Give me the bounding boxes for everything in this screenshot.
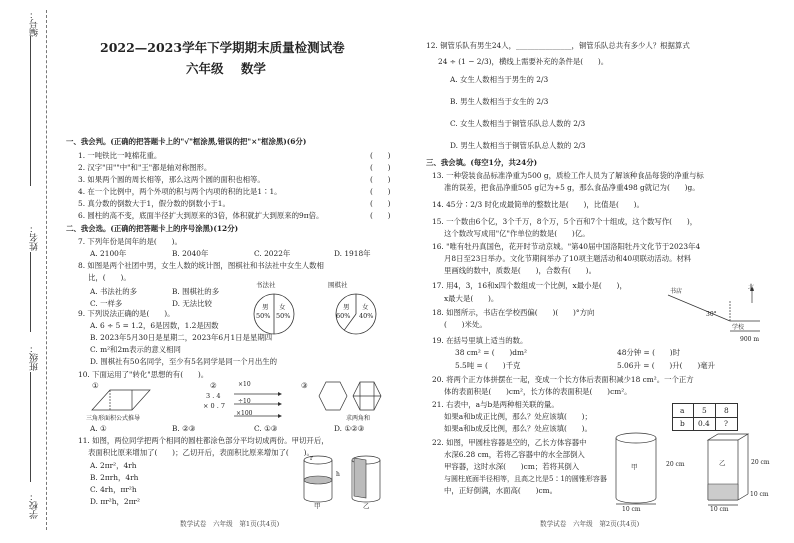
q2-text: 2. 汉字"田""中"和"王"都是轴对称图形。 — [78, 163, 212, 172]
q10-label-3: ③ — [301, 381, 308, 390]
q10-math-r1: 3 . 4 — [206, 392, 221, 400]
q6-answer-paren: ( ) — [370, 211, 391, 220]
section2-heading: 二、我会选。(正确的把答题卡上的序号涂黑)(12分) — [66, 224, 239, 233]
q11-option-b: B. 2πrh，4rh — [90, 473, 139, 482]
q11-label-a: 甲 — [314, 502, 321, 510]
class-label: 班级： — [30, 344, 40, 371]
q21-cell-a: a — [680, 406, 685, 415]
q4-answer-paren: ( ) — [370, 187, 391, 196]
q10-label-1: ① — [92, 381, 99, 390]
q10-arrow-a2: ÷10 — [238, 398, 251, 405]
q8-option-d: D. 无法比较 — [172, 299, 212, 308]
q9-option-c: C. m²和2m表示的意义相同 — [90, 345, 181, 354]
pie1-pct-a: 50% — [256, 312, 271, 320]
q15-text-cont: 这个数改写成用"亿"作单位的数是( )亿。 — [444, 229, 590, 238]
q13-text: 13. 一种袋装食品标准净重为500 g，质检工作人员为了解该种食品每袋的净重与标 — [432, 171, 704, 180]
q19-item-2: 48分钟 = ( )时 — [617, 348, 681, 357]
q18-north-label: 北 — [748, 284, 755, 291]
pie1-pct-b: 50% — [276, 312, 291, 320]
q21-text-cont: 如果a和b成正比例，那么？处应该填( )； — [444, 412, 592, 421]
q4-text: 4. 在一个比例中，两个外项的积与两个内项的积的比是1∶1。 — [78, 187, 282, 196]
q19-item-1: 38 cm² = ( )dm² — [455, 348, 528, 357]
section3-heading: 三、我会填。(每空1分，共24分) — [426, 158, 538, 167]
q18-angle-label: 30° — [706, 311, 717, 318]
q8-option-a: A. 书法社的多 — [90, 287, 137, 296]
q21-table — [672, 403, 738, 431]
q10-option-b: B. ②③ — [172, 424, 196, 433]
q19-item-3: 5.5吨 = ( )千克 — [455, 361, 521, 370]
exam-title: 2022—2023学年下学期期末质量检测试卷 — [100, 40, 345, 55]
q10-arrow-a1: ×10 — [238, 381, 251, 388]
q9-text: 9. 下列说法正确的是( )。 — [78, 309, 175, 318]
q5-text: 5. 真分数的倒数大于1，假分数的倒数小于1。 — [78, 199, 230, 208]
q12-option-d: D. 男生人数相当于铜管乐队总人数的 2/3 — [450, 141, 586, 150]
q10-option-a: A. ① — [90, 424, 107, 433]
q14-text: 14. 45分∶2/3 时化成最简单的整数比是( )，比值是( )。 — [432, 200, 644, 209]
q7-option-d: D. 1918年 — [334, 249, 371, 258]
number-label: 编号： — [30, 10, 40, 37]
q11-option-d: D. πr²h，2πr² — [90, 497, 140, 506]
q9-option-a: A. 6 ÷ 5 = 1.2，6是因数，1.2是因数 — [90, 321, 219, 330]
pie2-pct-b: 40% — [359, 312, 374, 320]
pie1-label-b: 女 — [279, 303, 286, 311]
q19-item-4: 5.06升 = ( )升( )毫升 — [617, 361, 716, 370]
q12-option-b: B. 男生人数相当于女生的 2/3 — [450, 97, 549, 106]
q7-text: 7. 下列年份是闰年的是( )。 — [78, 237, 182, 246]
q21-text: 21. 右表中，a与b是两种相关联的量。 — [432, 400, 559, 409]
q3-answer-paren: ( ) — [370, 175, 391, 184]
q22-label-a: 甲 — [631, 463, 638, 471]
q21-cell-a2: 8 — [724, 406, 729, 415]
q11-label-h: h — [336, 471, 340, 478]
q10-option-c: C. ①③ — [254, 424, 278, 433]
q20-text-cont: 体的表面积是( )cm²，长方体的表面积是( )cm²。 — [444, 387, 632, 396]
q10-text: 10. 下面运用了"转化"思想的有( )。 — [78, 370, 209, 379]
q22-text-cont4: 中，正好倒满，水面高( )cm。 — [444, 486, 557, 495]
class-blank — [30, 372, 31, 482]
q11-label-b: 乙 — [363, 502, 370, 510]
q11-text: 11. 如图，两位同学把两个相同的圆柱都涂色部分平均切成两份。甲切开后， — [78, 436, 329, 445]
q18-school-label: 学校 — [732, 324, 745, 331]
q22-text-cont: 水深6.28 cm，若将乙容器中的水全部倒入 — [444, 450, 585, 459]
q16-text: 16. "唯有牡丹真国色，花开时节动京城。"第40届中国洛阳牡丹文化节于2023年4 — [432, 242, 701, 251]
q21-cell-b1: 0.4 — [698, 419, 710, 428]
page-footer-left: 数学试卷 六年级 第1页(共4页) — [180, 520, 280, 528]
q8-option-c: C. 一样多 — [90, 299, 123, 308]
q12-text: 12. 铜管乐队有男生24人，_______________，铜管乐队总共有多少人？根据算式 — [426, 41, 690, 50]
school-label: 学校： — [30, 492, 40, 519]
q11-option-c: C. 4rh，πr²h — [90, 485, 137, 494]
q13-text-cont: 准的误差，把食品净重505 g记为+5 g，那么食品净重498 g就记为( )g。 — [444, 183, 700, 192]
q5-answer-paren: ( ) — [370, 199, 391, 208]
q2-answer-paren: ( ) — [370, 163, 391, 172]
q10-caption-1: 三角形面积公式推导 — [86, 415, 141, 422]
q19-text: 19. 在括号里填上适当的数。 — [432, 336, 528, 345]
q10-hexagon-figure — [318, 378, 388, 414]
binding-margin — [0, 0, 52, 543]
q1-answer-paren: ( ) — [370, 151, 391, 160]
pie1-label-a: 男 — [262, 303, 269, 311]
q22-height-b: 20 cm — [751, 459, 770, 466]
q8-text: 8. 如图是两个社团中男，女生人数的统计图，图棋社和书法社中女生人数相 — [78, 261, 324, 270]
q10-arrow-a3: ×100 — [236, 410, 253, 417]
q22-text: 22. 如图，甲圆柱容器是空的，乙长方体容器中 — [432, 438, 587, 447]
q22-text-cont2: 甲容器，这时水深( )cm；若将其倒入 — [444, 462, 580, 471]
pie2-title: 围棋社 — [328, 281, 348, 289]
q21-cell-a1: 5 — [702, 406, 707, 415]
q1-text: 1. 一吨铁比一吨棉花重。 — [78, 151, 162, 160]
q22-width-a: 10 cm — [622, 506, 641, 513]
q11-label-r: r — [310, 455, 313, 462]
q17-text-cont: x最大是( )。 — [444, 294, 499, 303]
q7-option-a: A. 2100年 — [90, 249, 127, 258]
q15-text: 15. 一个数由6个亿，3个千万，8个万，5个百和7个十组成，这个数写作( )， — [432, 217, 698, 226]
q11-text-cont: 表面积比原来增加了( )；乙切开后，表面积比原来增加了( )。 — [88, 448, 314, 457]
name-blank — [30, 252, 31, 332]
q3-text: 3. 如果两个圆的周长相等，那么这两个圆的面积也相等。 — [78, 175, 265, 184]
q18-text: 18. 如图所示，书店在学校西偏( )( )°方向 — [432, 308, 595, 317]
q9-option-b: B. 2023年5月30日是星期二，2023年6月1日是星期四 — [90, 333, 273, 342]
section1-heading: 一、我会判。(正确的把答题卡上的"√"框涂黑,错误的把"×"框涂黑)(6分) — [66, 137, 307, 146]
q22-text-cont3: 与圆柱底面半径相等，且高之比是5∶1的圆锥形容器 — [444, 475, 607, 483]
q18-text-cont: ( )米处。 — [444, 320, 487, 329]
pie2-pct-a: 60% — [336, 312, 351, 320]
q16-text-cont: 月8日至23日举办。文化节期间举办了10项主题活动和40项联动活动。材料 — [444, 254, 692, 263]
q18-distance-label: 900 m — [740, 336, 760, 343]
q7-option-c: C. 2022年 — [254, 249, 291, 258]
q9-option-d: D. 围棋社有50名同学，至少有5名同学是同一个月出生的 — [90, 357, 278, 366]
number-blank — [30, 36, 31, 186]
q8-option-b: B. 围棋社的多 — [172, 287, 220, 296]
q10-parallelogram-figure — [90, 388, 170, 412]
cut-line — [46, 10, 47, 530]
q20-text: 20. 将两个正方体拼摆在一起，变成一个长方体后表面积减少18 cm²。一个正方 — [432, 375, 694, 384]
pie2-label-b: 女 — [362, 303, 369, 311]
q21-text-cont2: 如果a和b成反比例，那么？处应该填( )。 — [444, 424, 592, 433]
page-footer-right: 数学试卷 六年级 第2页(共4页) — [540, 520, 640, 528]
q10-option-d: D. ①②③ — [334, 424, 365, 433]
exam-subtitle: 六年级 数学 — [186, 61, 266, 76]
q22-width-b: 10 cm — [710, 506, 729, 513]
q10-math-r2: × 0 . 7 — [203, 402, 225, 410]
q12-option-c: C. 女生人数相当于铜管乐队总人数的 2/3 — [450, 119, 586, 128]
q18-shop-label: 书店 — [670, 288, 683, 295]
q7-option-b: B. 2040年 — [172, 249, 209, 258]
q17-text: 17. 用4，3，16和x四个数组成一个比例，x最小是( )， — [432, 281, 627, 290]
pie2-label-a: 男 — [343, 303, 350, 311]
q10-label-2: ② — [210, 381, 217, 390]
q21-cell-b2: ? — [724, 419, 728, 428]
q8-text-cont: 比，( )。 — [88, 273, 131, 282]
pie1-title: 书法社 — [256, 281, 276, 289]
q22-depth-b: 10 cm — [750, 491, 769, 498]
q12-text-cont: 24 ÷ (1 − 2/3)，横线上需要补充的条件是( )。 — [438, 57, 609, 66]
q16-text-cont2: 里画线的数中，质数是( )，合数有( )。 — [444, 266, 596, 275]
name-label: 姓名： — [30, 224, 40, 251]
q11-option-a: A. 2πr²，4rh — [90, 461, 137, 470]
q10-caption-3: 求两角和 — [346, 415, 371, 422]
q6-text: 6. 圆柱的高不变，底面半径扩大到原来的3倍，体积就扩大到原来的9π倍。 — [78, 211, 324, 220]
q22-height-a: 20 cm — [666, 461, 685, 468]
q22-label-b: 乙 — [719, 459, 726, 467]
q21-cell-b: b — [680, 419, 685, 428]
q12-option-a: A. 女生人数相当于男生的 2/3 — [450, 75, 549, 84]
